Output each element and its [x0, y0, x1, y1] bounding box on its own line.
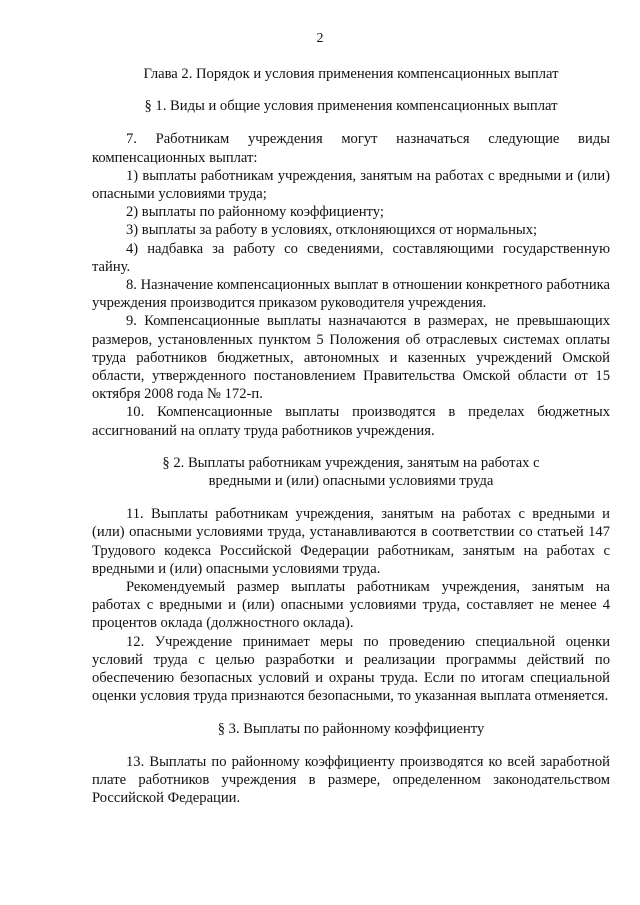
paragraph-11: 11. Выплаты работникам учреждения, занятым на работах с вредными и (или) опасными условиями труда, устанавливаются в соответствии со статьей 147 Трудового кодекса Российской Федерации работникам, занятым на работах с вредными и (или) опасными условиями труда. [92, 506, 610, 577]
list-item-1: 1) выплаты работникам учреждения, занятым на работах с вредными и (или) опасными условиями труда; [92, 167, 610, 203]
section-title-3: § 3. Выплаты по районному коэффициенту [217, 720, 485, 737]
list-item-4: 4) надбавка за работу со сведениями, составляющими государственную тайну. [92, 240, 610, 275]
paragraph-10: 10. Компенсационные выплаты производятся в пределах бюджетных ассигнований на оплату труда работников учреждения. [92, 404, 610, 439]
section-title-1: § 1. Виды и общие условия применения компенсационных выплат [144, 98, 558, 115]
list-item-3: 3) выплаты за работу в условиях, отклоняющихся от нормальных; [126, 222, 538, 239]
chapter-title: Глава 2. Порядок и условия применения компенсационных выплат [143, 66, 559, 82]
paragraph-11-recommended-rate: Рекомендуемый размер выплаты работникам учреждения, занятым на работах с вредными и (или) опасными условиями труда, составляет не менее 4 процентов оклада (должностного оклада). [92, 579, 610, 632]
page-number: 2 [316, 31, 324, 46]
paragraph-7: 7. Работникам учреждения могут назначаться следующие виды компенсационных выплат: [92, 131, 610, 166]
list-item-2: 2) выплаты по районному коэффициенту; [126, 204, 384, 221]
paragraph-8: 8. Назначение компенсационных выплат в отношении конкретного работника учреждения производится приказом руководителя учреждения. [92, 277, 610, 312]
paragraph-9: 9. Компенсационные выплаты назначаются в размерах, не превышающих размеров, установленных пунктом 5 Положения об отраслевых системах оплаты труда работников бюджетных, автономных и казенных учреждений Омской области, утвержденного постановлением Правительства Омской области от 15 октября 2008 года № 172-п. [92, 313, 610, 403]
paragraph-12: 12. Учреждение принимает меры по проведению специальной оценки условий труда с целью разработки и реализации программы действий по обеспечению безопасных условий и охраны труда. Если по итогам специальной оценки условия труда признаются безопасными, то указанная выплата отменяется. [92, 633, 610, 705]
document-content [92, 62, 610, 807]
paragraph-13: 13. Выплаты по районному коэффициенту производятся ко всей заработной плате работников учреждения в размере, определенном законодательством Российской Федерации. [92, 753, 610, 807]
section-title-2: § 2. Выплаты работникам учреждения, занятым на работах с вредными и (или) опасными условиями труда [162, 454, 540, 490]
